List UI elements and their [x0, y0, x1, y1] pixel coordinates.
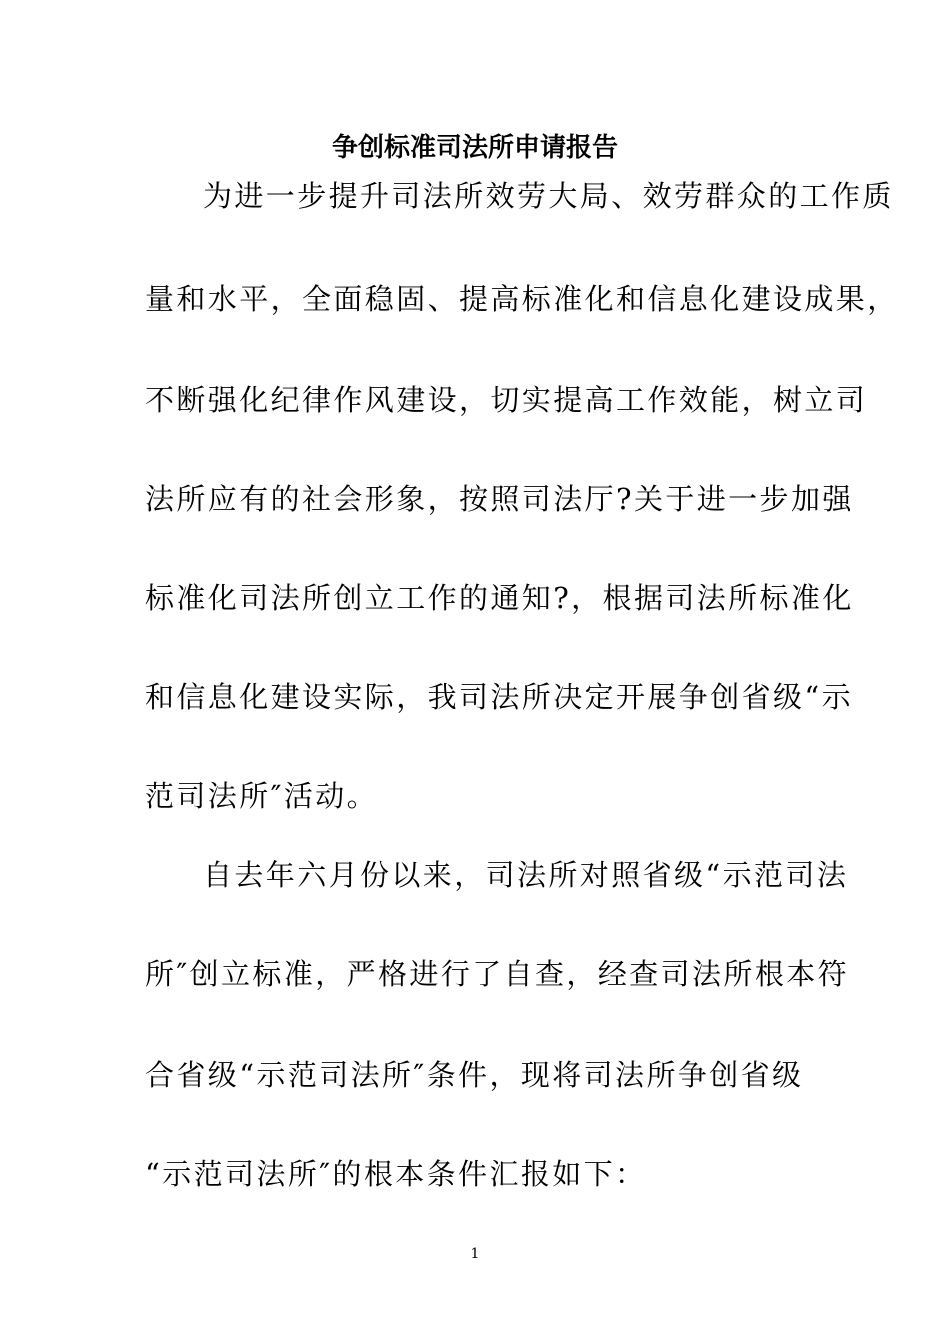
paragraph1-line-4: 法所应有的社会形象，按照司法厅?关于进一步加强: [145, 482, 854, 516]
paragraph1-line-3: 不断强化纪律作风建设，切实提高工作效能，树立司: [145, 383, 868, 417]
paragraph2-line-1: 自去年六月份以来，司法所对照省级“示范司法: [203, 858, 849, 892]
document-title: 争创标准司法所申请报告: [331, 133, 618, 163]
paragraph1-line-2: 量和水平，全面稳固、提高标准化和信息化建设成果，: [145, 282, 899, 316]
paragraph1-line-5: 标准化司法所创立工作的通知?，根据司法所标准化: [145, 581, 854, 615]
paragraph2-line-3: 合省级“示范司法所″条件，现将司法所争创省级: [145, 1058, 804, 1092]
paragraph1-line-6: 和信息化建设实际，我司法所决定开展争创省级“示: [145, 680, 854, 714]
paragraph1-line-1: 为进一步提升司法所效劳大局、效劳群众的工作质: [203, 179, 894, 213]
paragraph2-line-4: “示范司法所″的根本条件汇报如下：: [145, 1157, 647, 1191]
page-number: 1: [470, 1246, 480, 1262]
paragraph1-line-7: 范司法所″活动。: [145, 779, 379, 813]
paragraph2-line-2: 所″创立标准，严格进行了自查，经查司法所根本符: [145, 957, 850, 991]
